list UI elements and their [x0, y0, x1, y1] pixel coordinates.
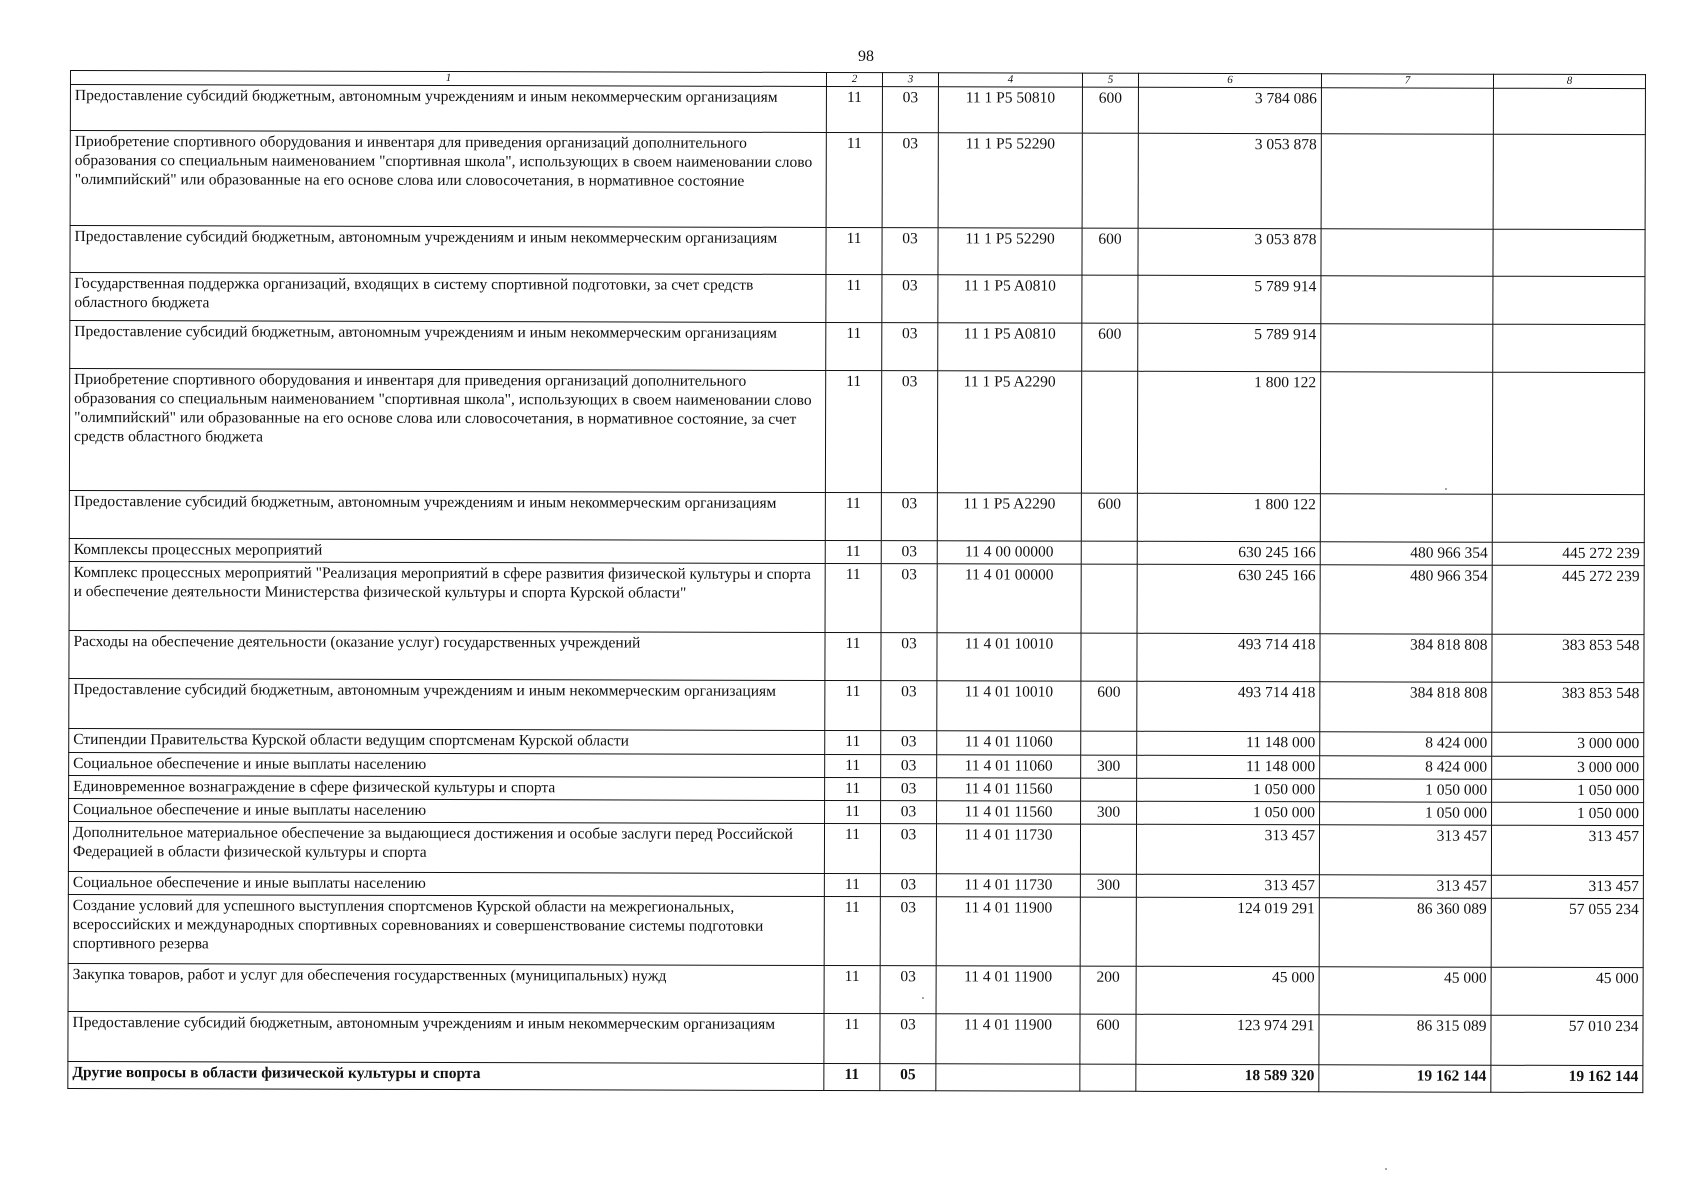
amount-col8: [1493, 324, 1645, 372]
amount-col7: 313 457: [1319, 875, 1491, 898]
section-code: 11: [824, 823, 880, 873]
amount-col6: 493 714 418: [1137, 681, 1320, 731]
target-article-code: 11 1 P5 50810: [938, 87, 1082, 133]
table-row: [69, 678, 1644, 732]
amount-col6: 1 800 122: [1137, 493, 1320, 541]
amount-col6: 45 000: [1136, 966, 1319, 1014]
expense-type-code: [1081, 633, 1137, 681]
subsection-code: 03: [881, 755, 937, 778]
amount-col7: 8 424 000: [1320, 732, 1492, 756]
section-code: 11: [825, 540, 881, 563]
expense-type-code: 600: [1081, 681, 1137, 731]
table-row: [70, 85, 1645, 135]
section-code: 11: [824, 873, 880, 896]
expense-type-code: [1080, 897, 1136, 966]
row-name: Расходы на обеспечение деятельности (оказание услуг) государственных учреждений: [69, 630, 825, 680]
target-article-code: 11 4 01 11560: [937, 801, 1081, 824]
amount-col7: [1321, 88, 1493, 134]
column-number: 7: [1321, 74, 1493, 88]
subsection-code: 03: [882, 275, 938, 323]
amount-col6: 124 019 291: [1136, 897, 1319, 966]
table-row: [69, 490, 1644, 542]
subsection-code: 03: [882, 323, 938, 371]
row-name: Закупка товаров, работ и услуг для обеспечения государственных (муниципальных) нужд: [68, 963, 824, 1013]
target-article-code: 11 4 01 10010: [937, 681, 1081, 731]
expense-type-code: 600: [1082, 228, 1138, 275]
amount-col6: 11 148 000: [1137, 731, 1320, 755]
amount-col7: [1321, 134, 1493, 229]
section-code: 11: [826, 86, 882, 132]
amount-col6: 313 457: [1136, 824, 1319, 874]
target-article-code: 11 4 01 11560: [937, 778, 1081, 801]
amount-col8: [1493, 134, 1645, 229]
expense-type-code: [1080, 824, 1136, 874]
section-code: 11: [825, 800, 881, 823]
amount-col6: 3 053 878: [1138, 228, 1321, 275]
amount-col7: [1320, 494, 1492, 542]
target-article-code: 11 1 P5 A2290: [937, 371, 1081, 493]
expense-type-code: 300: [1081, 801, 1137, 824]
table-row: [69, 561, 1644, 634]
scan-speck: [1385, 1168, 1387, 1170]
amount-col6: 5 789 914: [1138, 275, 1321, 323]
row-name: Комплексы процессных мероприятий: [69, 538, 825, 563]
row-name: Предоставление субсидий бюджетным, автономным учреждениям и иным некоммерческим организациям: [68, 1011, 824, 1063]
target-article-code: 11 4 01 11730: [936, 824, 1080, 874]
amount-col6: 3 053 878: [1138, 133, 1321, 228]
column-number: 6: [1138, 73, 1321, 87]
scan-speck: [922, 997, 924, 999]
section-code: 11: [824, 1063, 880, 1090]
amount-col7: 384 818 808: [1320, 682, 1492, 732]
amount-col6: 630 245 166: [1137, 564, 1320, 633]
expense-type-code: 300: [1081, 755, 1137, 778]
amount-col7: 45 000: [1319, 967, 1491, 1015]
subsection-code: 03: [880, 966, 936, 1014]
table-row: [68, 821, 1643, 875]
expense-type-code: 600: [1080, 1014, 1136, 1064]
section-code: 11: [826, 132, 882, 227]
table-row: [68, 1011, 1643, 1065]
target-article-code: 11 4 01 11060: [937, 731, 1081, 755]
row-name: Государственная поддержка организаций, входящих в систему спортивной подготовки, за счет средств областного бюджета: [70, 273, 826, 323]
subsection-code: 03: [880, 874, 936, 897]
row-name: Социальное обеспечение и иные выплаты населению: [68, 871, 824, 896]
target-article-code: 11 1 P5 52290: [938, 228, 1082, 275]
amount-col8: 1 050 000: [1492, 779, 1644, 802]
subsection-code: 03: [881, 493, 937, 541]
amount-col7: 1 050 000: [1320, 779, 1492, 802]
expense-type-code: [1081, 564, 1137, 633]
subsection-code: 03: [880, 897, 936, 966]
table-row: [70, 321, 1645, 373]
subsection-code: 03: [882, 228, 938, 275]
amount-col6: 1 800 122: [1137, 371, 1320, 493]
table-row: [70, 131, 1645, 230]
row-name: Предоставление субсидий бюджетным, автономным учреждениям и иным некоммерческим организациям: [70, 226, 826, 275]
row-name: Единовременное вознаграждение в сфере физической культуры и спорта: [69, 775, 825, 800]
target-article-code: 11 4 00 00000: [937, 541, 1081, 564]
amount-col6: 1 050 000: [1137, 778, 1320, 801]
row-name: Социальное обеспечение и иные выплаты населению: [69, 752, 825, 777]
subsection-code: 03: [881, 371, 937, 493]
target-article-code: [936, 1064, 1080, 1091]
section-code: 11: [826, 322, 882, 370]
expense-type-code: 300: [1080, 874, 1136, 897]
amount-col6: 313 457: [1136, 874, 1319, 897]
target-article-code: 11 1 P5 A0810: [938, 323, 1082, 371]
amount-col8: [1493, 276, 1645, 324]
section-code: 11: [824, 896, 880, 965]
amount-col8: 383 853 548: [1492, 634, 1644, 682]
amount-col8: 57 055 234: [1491, 898, 1643, 967]
amount-col8: 313 457: [1491, 825, 1643, 875]
amount-col7: 480 966 354: [1320, 565, 1492, 634]
expense-type-code: 600: [1082, 323, 1138, 371]
subsection-code: 03: [881, 564, 937, 633]
amount-col8: [1493, 88, 1645, 134]
table-row: [70, 226, 1645, 277]
subsection-code: 03: [881, 778, 937, 801]
target-article-code: 11 4 01 11730: [936, 874, 1080, 897]
budget-table: [67, 70, 1646, 1093]
amount-col7: 1 050 000: [1320, 802, 1492, 825]
amount-col6: 3 784 086: [1138, 87, 1321, 133]
section-code: 11: [824, 965, 880, 1013]
row-name: Другие вопросы в области физической культуры и спорта: [68, 1061, 824, 1090]
amount-col8: 445 272 239: [1492, 565, 1644, 634]
section-code: 11: [825, 492, 881, 540]
target-article-code: 11 4 01 10010: [937, 633, 1081, 681]
row-name: Стипендии Правительства Курской области ведущим спортсменам Курской области: [69, 728, 825, 754]
expense-type-code: [1081, 541, 1137, 564]
expense-type-code: [1082, 133, 1138, 228]
amount-col6: 123 974 291: [1136, 1014, 1319, 1064]
subsection-code: 03: [882, 87, 938, 133]
target-article-code: 11 1 P5 A2290: [937, 493, 1081, 541]
expense-type-code: 200: [1080, 966, 1136, 1014]
expense-type-code: 600: [1082, 87, 1138, 133]
row-name: Предоставление субсидий бюджетным, автономным учреждениям и иным некоммерческим организациям: [69, 490, 825, 540]
table-row: [69, 369, 1644, 495]
row-name: Приобретение спортивного оборудования и инвентаря для приведения организаций дополнительного образования со специальным наименованием "спортивная школа", использующих в своем наименовании слово "олимпийский" или образованные на его основе слова или словосочетания, в нормативное состояние, за счет средств областного бюджета: [69, 369, 825, 493]
section-code: 11: [826, 227, 882, 274]
expense-type-code: [1081, 778, 1137, 801]
subsection-code: 03: [881, 541, 937, 564]
amount-col6: 5 789 914: [1138, 323, 1321, 371]
amount-col8: 3 000 000: [1492, 756, 1644, 779]
section-code: 11: [826, 274, 882, 322]
column-number: 1: [70, 71, 826, 87]
row-name: Дополнительное материальное обеспечение за выдающиеся достижения и особые заслуги перед Российской Федерацией в области физической культуры и спорта: [68, 821, 824, 873]
table-row: [68, 963, 1643, 1015]
section-code: 11: [824, 1013, 880, 1063]
page-number: 98: [858, 48, 874, 65]
amount-col8: 45 000: [1491, 967, 1643, 1015]
table-row: [69, 630, 1644, 682]
target-article-code: 11 4 01 00000: [937, 564, 1081, 633]
amount-col6: 11 148 000: [1137, 755, 1320, 778]
column-number: 4: [938, 73, 1082, 87]
table-row: [68, 894, 1643, 967]
section-code: 11: [825, 563, 881, 632]
amount-col7: [1320, 372, 1492, 494]
expense-type-code: [1082, 275, 1138, 323]
amount-col6: 493 714 418: [1137, 633, 1320, 681]
amount-col8: 3 000 000: [1492, 732, 1644, 756]
amount-col7: 86 360 089: [1319, 898, 1491, 967]
row-name: Создание условий для успешного выступления спортсменов Курской области на межрегиональных, всероссийских и международных спортивных соревнованиях и совершенствование системы подготовки спортивного резерва: [68, 894, 824, 965]
row-name: Предоставление субсидий бюджетным, автономным учреждениям и иным некоммерческим организациям: [70, 321, 826, 371]
subsection-code: 03: [881, 681, 937, 731]
section-code: 11: [825, 370, 881, 492]
scan-speck: [1445, 488, 1447, 490]
column-number: 5: [1082, 73, 1138, 87]
subsection-code: 03: [880, 1014, 936, 1064]
section-code: 11: [825, 730, 881, 754]
column-number: 3: [882, 73, 938, 87]
section-code: 11: [825, 754, 881, 777]
table-row: [70, 273, 1645, 325]
expense-type-code: [1081, 731, 1137, 755]
subsection-code: 03: [880, 824, 936, 874]
section-code: 11: [825, 777, 881, 800]
amount-col7: 313 457: [1319, 825, 1491, 875]
amount-col8: [1492, 372, 1644, 494]
subsection-code: 05: [880, 1064, 936, 1091]
subsection-code: 03: [881, 801, 937, 824]
amount-col6: 1 050 000: [1137, 801, 1320, 824]
target-article-code: 11 4 01 11900: [936, 966, 1080, 1014]
target-article-code: 11 1 P5 A0810: [938, 275, 1082, 323]
amount-col7: 19 162 144: [1319, 1065, 1491, 1092]
section-code: 11: [825, 632, 881, 680]
row-name: Комплекс процессных мероприятий "Реализация мероприятий в сфере развития физической культуры и спорта и обеспечение деятельности Министерства физической культуры и спорта Курской области": [69, 561, 825, 632]
amount-col7: 86 315 089: [1319, 1015, 1491, 1065]
amount-col7: 480 966 354: [1320, 542, 1492, 565]
expense-type-code: 600: [1081, 493, 1137, 541]
amount-col8: [1492, 494, 1644, 542]
amount-col8: 57 010 234: [1491, 1015, 1643, 1065]
target-article-code: 11 4 01 11900: [936, 1014, 1080, 1064]
amount-col8: 445 272 239: [1492, 542, 1644, 565]
amount-col8: [1493, 229, 1645, 276]
expense-type-code: [1080, 1064, 1136, 1091]
expense-type-code: [1081, 371, 1137, 493]
target-article-code: 11 4 01 11900: [936, 897, 1080, 966]
target-article-code: 11 4 01 11060: [937, 755, 1081, 778]
row-name: Социальное обеспечение и иные выплаты населению: [69, 798, 825, 823]
section-code: 11: [825, 680, 881, 730]
amount-col8: 313 457: [1491, 875, 1643, 898]
target-article-code: 11 1 P5 52290: [938, 133, 1082, 228]
amount-col7: [1321, 276, 1493, 324]
subsection-code: 03: [881, 633, 937, 681]
amount-col7: [1321, 229, 1493, 276]
subsection-code: 03: [881, 731, 937, 755]
amount-col6: 630 245 166: [1137, 541, 1320, 564]
amount-col8: 19 162 144: [1491, 1065, 1643, 1092]
row-name: Предоставление субсидий бюджетным, автономным учреждениям и иным некоммерческим организациям: [69, 678, 825, 730]
row-name: Приобретение спортивного оборудования и инвентаря для приведения организаций дополнительного образования со специальным наименованием "спортивная школа", использующих в своем наименовании слово "олимпийский" или образованные на его основе слова или словосочетания, в нормативное состояние: [70, 131, 826, 228]
amount-col8: 1 050 000: [1492, 802, 1644, 825]
row-name: Предоставление субсидий бюджетным, автономным учреждениям и иным некоммерческим организациям: [70, 85, 826, 133]
amount-col7: [1321, 324, 1493, 372]
amount-col6: 18 589 320: [1136, 1064, 1319, 1091]
amount-col8: 383 853 548: [1492, 682, 1644, 732]
amount-col7: 8 424 000: [1320, 756, 1492, 779]
amount-col7: 384 818 808: [1320, 634, 1492, 682]
table-row: [68, 1061, 1643, 1092]
column-number: 2: [826, 72, 882, 86]
subsection-code: 03: [882, 133, 938, 228]
column-number: 8: [1493, 74, 1645, 88]
